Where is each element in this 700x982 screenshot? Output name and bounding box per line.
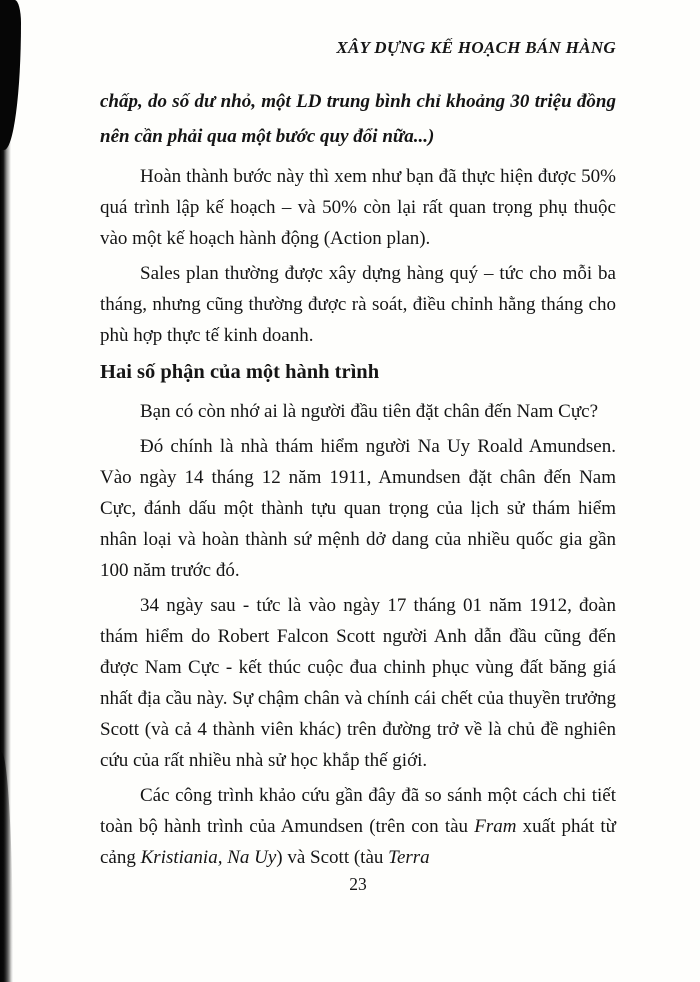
page-content — [100, 38, 616, 877]
paragraph: Bạn có còn nhớ ai là người đầu tiên đặt chân đến Nam Cực? — [140, 401, 599, 422]
text-segment: xuất phát từ cảng — [100, 816, 616, 868]
section-heading: Hai số phận của một hành trình — [100, 361, 380, 383]
paragraph-continuation: chấp, do số dư nhỏ, một LD trung bình chỉ khoảng 30 triệu đồng nên cần phải qua một bước quy đổi nữa...) — [100, 91, 616, 147]
paragraph: Đó chính là nhà thám hiểm người Na Uy Roald Amundsen. Vào ngày 14 tháng 12 năm 1911, Amundsen đặt chân đến Nam Cực, đánh dấu một thành tựu quan trọng của lịch sử thám hiểm nhân loại và hoàn thành sứ mệnh dở dang của nhiều quốc gia gần 100 năm trước đó. — [100, 436, 616, 581]
page-number: 23 — [349, 874, 367, 894]
running-title: XÂY DỰNG KẾ HOẠCH BÁN HÀNG — [336, 38, 616, 57]
paragraph: Hoàn thành bước này thì xem như bạn đã thực hiện được 50% quá trình lập kế hoạch – và 50% còn lại rất quan trọng phụ thuộc vào một kế hoạch hành động (Action plan). — [100, 166, 616, 249]
italic-term: Fram — [474, 816, 517, 837]
text-segment: ) và Scott (tàu — [276, 847, 389, 868]
paragraph: Sales plan thường được xây dựng hàng quý – tức cho mỗi ba tháng, nhưng cũng thường được rà soát, điều chỉnh hằng tháng cho phù hợp thực tế kinh doanh. — [100, 263, 616, 346]
scan-edge-shadow-bottom — [0, 752, 13, 982]
italic-term: Terra — [388, 847, 430, 868]
paragraph: 34 ngày sau - tức là vào ngày 17 tháng 01 năm 1912, đoàn thám hiểm do Robert Falcon Scott người Anh dẫn đầu cũng đến được Nam Cực - kết thúc cuộc đua chinh phục vùng đất băng giá nhất địa cầu này. Sự chậm chân và chính cái chết của thuyền trưởng Scott (và cả 4 thành viên khác) trên đường trở về là chủ đề nghiên cứu của rất nhiều nhà sử học khắp thế giới. — [100, 595, 616, 771]
text-segment: Các công trình khảo cứu gần đây đã so sánh một cách chi tiết toàn bộ hành trình của Amundsen (trên con tàu — [100, 785, 616, 837]
paragraph — [100, 780, 616, 873]
scan-edge-shadow-top — [0, 0, 21, 150]
italic-term: Kristiania, Na Uy — [140, 847, 277, 868]
